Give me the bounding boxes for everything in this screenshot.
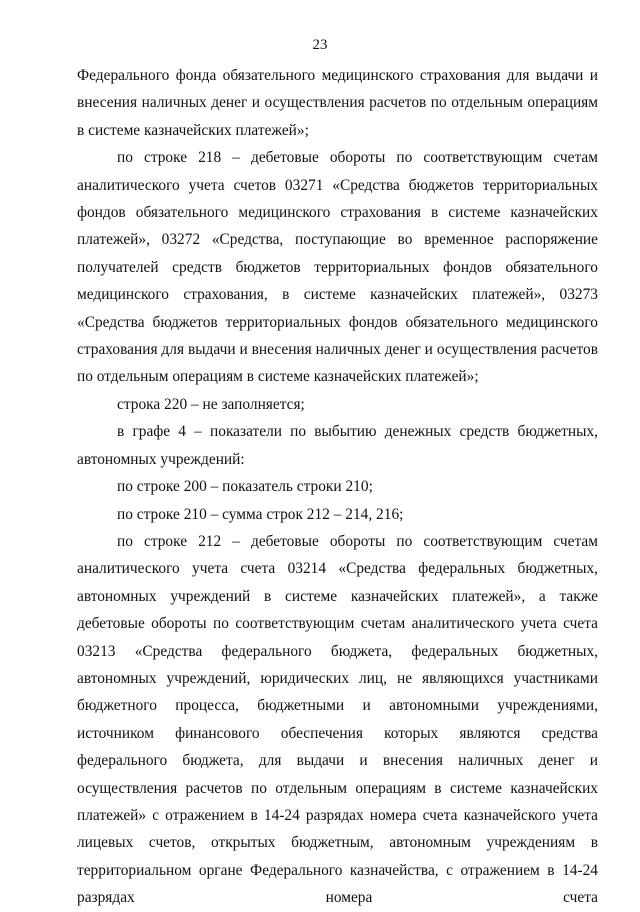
paragraph-line-212: по строке 212 – дебетовые обороты по соответствующим счетам аналитического учета счета 03214 «Средства федеральных бюджетных, автономных учреждений в системе казначейских платежей», а также дебетовые обороты по соответствующим счетам аналитического учета счета 03213 «Средства федерального бюджета, федеральных бюджетных, автономных учреждений, юридических лиц, не являющихся участниками бюджетного процесса, бюджетными и автономными учреждениями, источником финансового обеспечения которых являются средства федерального бюджета, для выдачи и внесения наличных денег и осуществления расчетов по отдельным операциям в системе казначейских платежей» с отражением в 14-24 разрядах номера счета казначейского учета лицевых счетов, открытых бюджетным, автономным учреждениям в территориальном органе Федерального казначейства, с отражением в 14-24 разрядах номера счета xyxy=(77,532,598,907)
page-number: 23 xyxy=(312,37,328,53)
paragraph-line-218: по строке 218 – дебетовые обороты по соответствующим счетам аналитического учета счетов 03271 «Средства бюджетов территориальных фондов обязательного медицинского страхования в системе казначейских платежей», 03272 «Средства, поступающие во временное распоряжение получателей средств бюджетов территориальных фондов обязательного медицинского страхования, в системе казначейских платежей», 03273 «Средства бюджетов территориальных фондов обязательного медицинского страхования для выдачи и внесения наличных денег и осуществления расчетов по отдельным операциям в системе казначейских платежей»; xyxy=(77,149,598,386)
document-body xyxy=(77,62,598,912)
paragraph-continuation: Федерального фонда обязательного медицинского страхования для выдачи и внесения наличных денег и осуществления расчетов по отдельным операциям в системе казначейских платежей»; xyxy=(77,67,598,139)
paragraph-line-210: по строке 210 – сумма строк 212 – 214, 216; xyxy=(117,505,404,523)
paragraph-line-220: строка 220 – не заполняется; xyxy=(117,395,305,413)
paragraph-line-200: по строке 200 – показатель строки 210; xyxy=(117,478,373,496)
paragraph-column-4: в графе 4 – показатели по выбытию денежных средств бюджетных, автономных учреждений: xyxy=(77,423,598,468)
